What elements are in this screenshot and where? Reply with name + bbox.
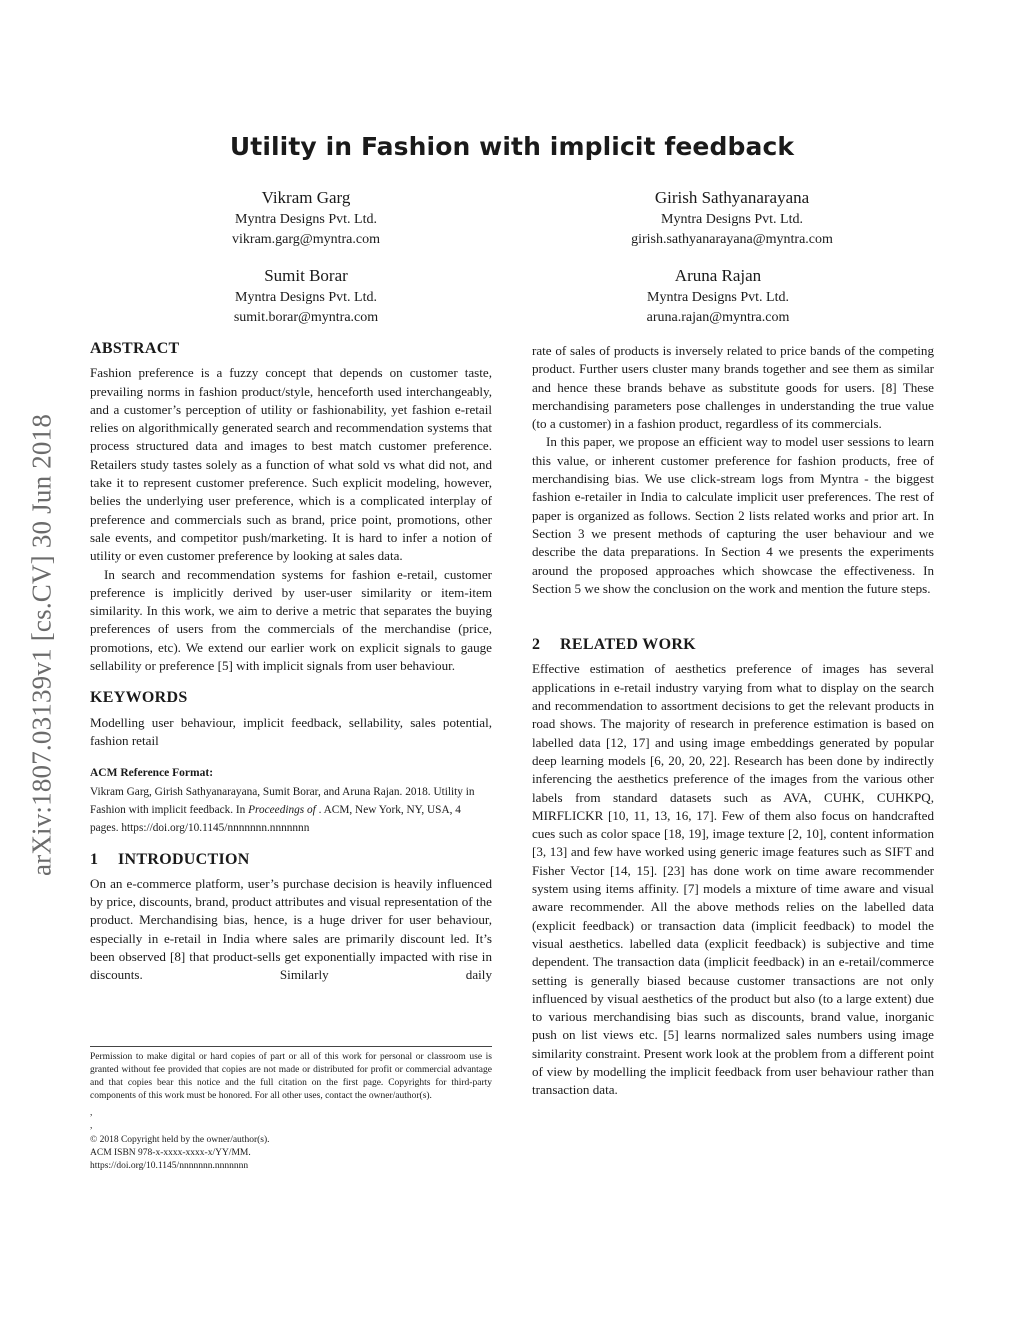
author-email: vikram.garg@myntra.com xyxy=(232,232,380,247)
abstract-section xyxy=(90,340,492,675)
permission-notice: Permission to make digital or hard copies of part or all of this work for personal or classroom use is granted without fee provided that copies are not made or distributed for profit or commercial advantage and that copies bear this notice and the full citation on the first page. Copyrights for third-party components of this work must be honored. For all other uses, contact the owner/author(s). xyxy=(90,1052,492,1102)
author-name: Sumit Borar xyxy=(264,266,348,285)
paper-title: Utility in Fashion with implicit feedback xyxy=(229,132,795,161)
introduction-paragraph-1-end: rate of sales of products is inversely related to price bands of the competing product. Further users cluster many brands together and see them as similar and hence these brands behave as substitute goods for users. [8] These merchandising parameters pose challenges in understanding the true value (to a customer) in a fashion product, regardless of its commercials. xyxy=(532,343,934,432)
author-email: sumit.borar@myntra.com xyxy=(233,310,379,325)
copyright-footnote xyxy=(90,1046,492,1173)
section-number: 2 xyxy=(532,636,541,654)
related-work-paragraph: Effective estimation of aesthetics preference of images has several applications in e-retail industry varying from what to display on the search and recommendation to assortment decisions to get the relevant products in road shows. The majority of research in preference estimation is based on labelled data [12, 17] and using image embeddings generated by popular deep learning models [6, 20, 20, 22]. Research has been done by indirectly inferencing the aesthetics preference of the images from the various other labels from standard datasets such as AVA, CUHK, CUHKPQ, MIRFLICKR [10, 11, 13, 16, 17]. Few of them also focus on handcrafted cues such as color space [18, 19], image texture [2, 10], content information [3, 13] and few have worked using generic image features such as SIFT and Fisher Vector [14, 15]. [23] has done work on time aware recommender system using items affinity. [7] models a mixture of time aware and visual aware recommender. All the above methods relies on the labelled data (explicit feedback) or transaction data (implicit feedback) to model the visual aesthetics. labelled data (explicit feedback) is subjective and time dependent. The transaction data (implicit feedback) in an e-retail/commerce setting is generally biased because customer transactions are not only influenced by visual aesthetics of the product but also (to a large extent) due to various merchandising bias such as discounts, brand value, inorganic push on list views etc. [5] learns normalized sales numbers using image similarity constraint. Present work look at the problem from a different point of view by modelling the implicit feedback from user behaviour rather than transaction data. xyxy=(532,661,934,1098)
keywords-heading: KEYWORDS xyxy=(90,689,188,707)
footnote-line-2: , xyxy=(90,1121,93,1132)
footnote-line-1: , xyxy=(90,1108,93,1119)
author-email: girish.sathyanarayana@myntra.com xyxy=(631,232,833,247)
author-email: aruna.rajan@myntra.com xyxy=(646,310,790,325)
author-name: Aruna Rajan xyxy=(674,266,762,285)
related-work-heading xyxy=(532,636,934,654)
abstract-paragraph-2: In search and recommendation systems for fashion e-retail, customer preference is implicitly derived by user-user similarity or item-item similarity. In this work, we aim to derive a metric that separates the buying preferences of users from the commercials of the merchandise (price, promotions, etc). We extend our earlier work on explicit signals to gauge sellability or preference [5] with implicit signals from user behaviour. xyxy=(90,566,492,674)
introduction-heading xyxy=(90,851,492,869)
arxiv-identifier: arXiv:1807.03139v1 [cs.CV] 30 Jun 2018 xyxy=(26,413,57,877)
acm-reference-text-after: . ACM, New York, NY, USA, 4 pages. https://doi.org/10.1145/nnnnnnn.nnnnnnn xyxy=(90,803,461,834)
author-name: Vikram Garg xyxy=(261,188,351,207)
author-affiliation: Myntra Designs Pvt. Ltd. xyxy=(235,290,377,305)
related-work-section xyxy=(532,636,934,1099)
introduction-paragraph-1-start: On an e-commerce platform, user’s purchase decision is heavily influenced by price, discounts, brand, product attributes and visual representation of the product. Merchandising bias, hence, is a huge driver for user behaviour, especially in e-retail in India where sales are primarily discount led. It’s been observed [8] that product-sells get exponentially impacted with rise in discounts. Similarly daily xyxy=(90,875,492,983)
author-block-4 xyxy=(558,264,878,328)
author-affiliation: Myntra Designs Pvt. Ltd. xyxy=(647,290,789,305)
acm-reference-text-before: Vikram Garg, Girish Sathyanarayana, Sumit Borar, and Aruna Rajan. 2018. Utility in Fashion with implicit feedback. In xyxy=(90,785,475,816)
introduction-paragraph-2: In this paper, we propose an efficient way to model user sessions to learn this value, or inherent customer preference for fashion products, free of merchandising bias. We use click-stream logs from Myntra - the biggest fashion e-retailer in India to calculate implicit user preferences. The rest of paper is organized as follows. Section 2 lists related works and prior art. In Section 3 we present methods of capturing the user behaviour and we describe the data preparations. In Section 4 we presents the experiments around the proposed approaches which showcase the effectiveness. In Section 5 we show the conclusion on the work and mention the future steps. xyxy=(532,434,934,596)
right-column xyxy=(532,342,934,1100)
abstract-paragraph-1: Fashion preference is a fuzzy concept that depends on customer taste, prevailing norms in fashion product/style, henceforth used interchangeably, and a customer’s perception of utility or fashionability, yet fashion e-retail relies on algorithmically generated search and recommendation systems that process structured data and images to best match customer preference. Retailers study tastes solely as a function of what sold vs what did not, and take it to represent customer preference. Such explicit modeling, however, belies the underlying user preference, which is a complicated interplay of preference and commercials such as brand, price point, promotions, other sale events, and competitor push/marketing. It is hard to infer a notion of utility or even customer preference by looking at sales data. xyxy=(90,365,492,564)
author-block-2 xyxy=(572,186,892,250)
section-title: INTRODUCTION xyxy=(118,850,250,868)
author-affiliation: Myntra Designs Pvt. Ltd. xyxy=(235,212,377,227)
author-block-1 xyxy=(146,186,466,250)
author-affiliation: Myntra Designs Pvt. Ltd. xyxy=(661,212,803,227)
section-number: 1 xyxy=(90,850,99,868)
author-name: Girish Sathyanarayana xyxy=(654,188,810,207)
copyright-notice: © 2018 Copyright held by the owner/author(s). xyxy=(90,1134,270,1145)
author-block-3 xyxy=(146,264,466,328)
acm-reference-section xyxy=(90,764,492,836)
footnote-divider xyxy=(90,1046,492,1047)
keywords-text: Modelling user behaviour, implicit feedback, sellability, sales potential, fashion retail xyxy=(90,714,492,748)
acm-reference-venue: Proceedings of xyxy=(248,803,316,816)
section-title: RELATED WORK xyxy=(560,636,696,654)
abstract-heading: ABSTRACT xyxy=(90,340,180,357)
doi-link: https://doi.org/10.1145/nnnnnnn.nnnnnnn xyxy=(90,1160,249,1171)
introduction-section xyxy=(90,851,492,985)
left-column xyxy=(90,340,492,985)
acm-reference-heading: ACM Reference Format: xyxy=(90,767,214,780)
isbn: ACM ISBN 978-x-xxxx-xxxx-x/YY/MM. xyxy=(90,1147,251,1158)
acm-reference-text xyxy=(90,783,492,837)
keywords-section xyxy=(90,689,492,750)
